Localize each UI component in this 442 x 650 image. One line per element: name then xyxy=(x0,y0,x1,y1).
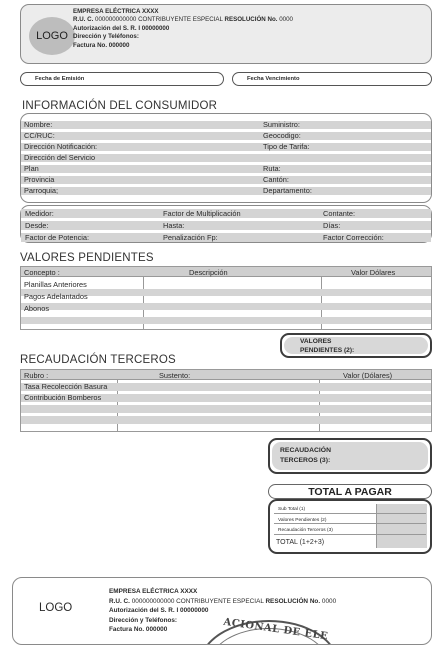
recaudacion-table-header xyxy=(21,370,431,380)
total-items xyxy=(278,505,333,537)
medidor-label: Desde: xyxy=(25,221,49,230)
footer-contribuyente: CONTRIBUYENTE ESPECIAL xyxy=(176,597,264,605)
valores-total-label xyxy=(300,338,354,355)
total-item: Valores Pendientes (2) xyxy=(278,517,327,523)
medidor-col-1 xyxy=(25,208,89,244)
consumidor-label: Ruta: xyxy=(263,164,281,173)
consumidor-title: INFORMACIÓN DEL CONSUMIDOR xyxy=(22,100,218,112)
valores-title: VALORES PENDIENTES xyxy=(20,252,154,264)
fecha-vencimiento-field[interactable] xyxy=(232,72,432,86)
medidor-label: Penalización Fp: xyxy=(163,233,218,242)
medidor-label: Factor de Potencia: xyxy=(25,233,90,242)
recaudacion-total-label xyxy=(280,446,331,465)
consumidor-label: Cantón: xyxy=(263,175,289,184)
table-row: Tasa Recolección Basura xyxy=(24,382,108,391)
footer-direccion: Dirección y Teléfonos: xyxy=(109,616,178,624)
header-contribuyente: CONTRIBUYENTE ESPECIAL xyxy=(138,16,223,24)
header-autorizacion: Autorización del S. R. I 00000000 xyxy=(73,24,170,32)
valores-col-header: Valor Dólares xyxy=(351,268,396,277)
total-final-label: TOTAL (1+2+3) xyxy=(276,539,325,546)
footer-company: EMPRESA ELÉCTRICA XXXX xyxy=(109,588,198,595)
total-title-box xyxy=(268,484,432,499)
consumidor-label: Plan xyxy=(24,164,39,173)
total-col-divider xyxy=(376,504,377,548)
header-resolucion-value: 0000 xyxy=(279,16,293,24)
table-row: Pagos Adelantados xyxy=(24,292,88,301)
header-resolucion: RESOLUCIÓN No. xyxy=(224,16,278,24)
fecha-vencimiento-label: Fecha Vencimiento xyxy=(247,76,300,82)
recaudacion-total-box xyxy=(268,438,432,474)
recaudacion-total-label-2: TERCEROS (3): xyxy=(280,456,331,464)
table-row: Contribución Bomberos xyxy=(24,392,102,402)
medidor-label: Días: xyxy=(323,221,341,230)
medidor-label: Medidor: xyxy=(25,209,54,218)
header-info xyxy=(73,8,293,50)
header-company: EMPRESA ELÉCTRICA XXXX xyxy=(73,8,159,15)
header-ruc-label: R.U. C. xyxy=(73,16,94,24)
recaudacion-row-shade xyxy=(21,416,431,424)
stamp-text: ACIONAL DE ELE xyxy=(222,616,329,643)
consumidor-label: Tipo de Tarifa: xyxy=(263,142,310,151)
header-box xyxy=(20,4,432,64)
valores-total-box xyxy=(280,333,432,358)
consumidor-label: Dirección del Servicio xyxy=(24,153,96,162)
consumidor-right-labels xyxy=(263,119,312,196)
medidor-col-2 xyxy=(163,208,241,244)
total-item: Sub Total (1) xyxy=(278,507,306,512)
valores-row-shade xyxy=(21,317,431,324)
footer-factura: Factura No. 000000 xyxy=(109,626,168,633)
footer-ruc-line xyxy=(109,597,336,607)
footer-box xyxy=(12,577,432,645)
valores-total-label-1: VALORES xyxy=(300,338,332,345)
recaudacion-rows xyxy=(24,382,107,403)
footer-logo: LOGO xyxy=(39,602,73,614)
consumidor-label: Dirección Notificación: xyxy=(24,142,98,151)
total-title: TOTAL A PAGAR xyxy=(308,486,392,498)
valores-table-header xyxy=(21,267,431,277)
valores-table xyxy=(20,266,432,330)
consumidor-label: Parroquia; xyxy=(24,186,59,195)
header-ruc-line xyxy=(73,16,293,24)
valores-rows xyxy=(24,279,88,315)
total-item: Recaudación Terceros (3) xyxy=(278,528,333,533)
consumidor-label: CC/RUC: xyxy=(24,131,55,140)
consumidor-label xyxy=(263,152,312,163)
footer-autorizacion: Autorización del S. R. I 00000000 xyxy=(109,607,209,614)
fecha-emision-field[interactable] xyxy=(20,72,224,86)
footer-resolucion-value: 0000 xyxy=(321,597,337,605)
recaudacion-title: RECAUDACIÓN TERCEROS xyxy=(20,354,176,366)
medidor-col-3 xyxy=(323,208,384,244)
medidor-label: Contante: xyxy=(323,209,356,218)
recaudacion-total-label-1: RECAUDACIÓN xyxy=(280,447,331,454)
recaudacion-table xyxy=(20,369,432,432)
recaudacion-col-header: Rubro : xyxy=(24,371,49,380)
recaudacion-col-header: Sustento: xyxy=(159,371,191,380)
consumidor-box xyxy=(20,113,432,203)
consumidor-label: Departamento: xyxy=(263,186,312,195)
header-logo: LOGO xyxy=(29,17,75,55)
valores-total-label-2: PENDIENTES (2): xyxy=(300,346,355,354)
header-ruc-value: 000000000000 xyxy=(95,16,137,24)
total-box xyxy=(268,499,432,554)
total-value-shade xyxy=(376,504,427,548)
consumidor-label: Provincia xyxy=(24,175,55,184)
recaudacion-col-header: Valor (Dólares) xyxy=(343,371,393,380)
footer-ruc-value: 000000000000 xyxy=(131,597,175,605)
consumidor-label: Suministro: xyxy=(263,120,300,129)
table-row: Planillas Anteriores xyxy=(24,280,87,289)
medidor-box xyxy=(20,205,432,243)
consumidor-left-labels xyxy=(24,119,97,196)
header-factura: Factura No. 000000 xyxy=(73,41,130,49)
consumidor-label: Geocodigo: xyxy=(263,131,301,140)
medidor-label: Factor de Multiplicación xyxy=(163,209,241,218)
recaudacion-row-shade xyxy=(21,405,431,413)
footer-resolucion: RESOLUCIÓN No. xyxy=(265,597,321,605)
valores-col-header: Concepto : xyxy=(24,268,60,277)
valores-col-header: Descripción xyxy=(189,268,228,277)
header-direccion: Dirección y Teléfonos: xyxy=(73,33,139,41)
medidor-label: Hasta: xyxy=(163,221,185,230)
fecha-emision-label: Fecha de Emisión xyxy=(35,76,85,82)
consumidor-label: Nombre: xyxy=(24,120,53,129)
table-row: Abonos xyxy=(24,304,50,313)
medidor-label: Factor Corrección: xyxy=(323,233,384,242)
footer-ruc-label: R.U. C. xyxy=(109,597,130,605)
